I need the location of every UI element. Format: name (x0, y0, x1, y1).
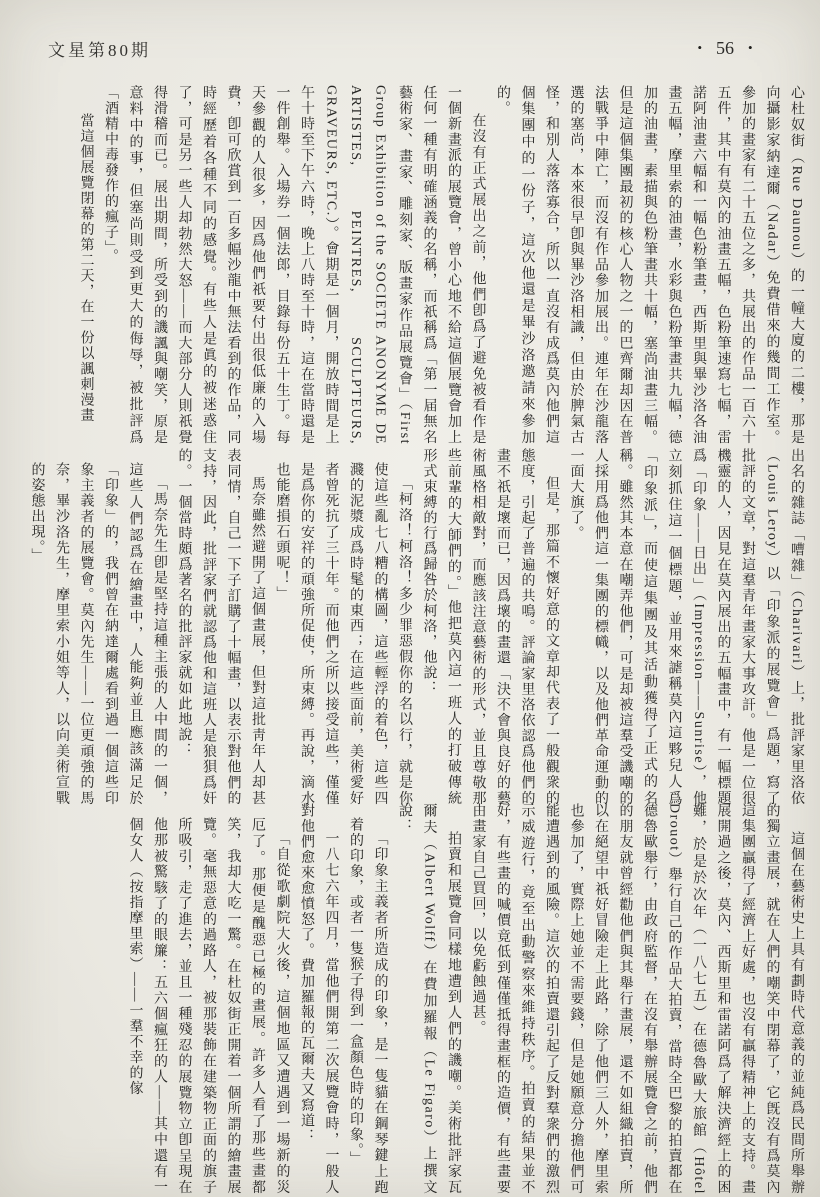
paragraph: 但是，那篇不懷好意的文章却代表了一般觀衆的態度，引起了普遍的共鳴。評論家里洛依認爲他們的畫不祇是壞而已，因爲壞的畫還「決不會與良好的藝術風格相敵對，而應該注意藝術的形式，並且尊敬那些前輩的大師們的。」他把莫內這一班人的打破傳統形式束縛的行爲歸咎於柯洛，他說： (421, 448, 559, 806)
paragraph: 在沒有正式展出之前，他們卽爲了避免被看作是一個新畫派的展覽會，曾小心地不給這個展覽會加上任何一種有明確涵義的名稱，而祇稱爲「第一届無名藝術家、畫家、雕刻家、版畫家作品展覽會」（First Group Exhibition of the SOCIETE ANONYME DE ARTISTES, PEINTRES, SCULPTEURS, GRAVEURS, ETC.）。會期是一個月，開放時間是上午十時至下午六時，晚上八時至十時，這在當時還是一件創舉。入場券一個法郎，目錄每份五十生丁。每天參觀的人很多，因爲他們祇要付出很低廉的入場費，卽可欣賞到一百多幅沙龍中無法看到的作品，同時經歷着各種不同的感覺。有些人是眞的被迷惑住了，可是另一些人却勃然大怒——而大部分人則祇覺得滑稽而已。展出期間，所受到的譏諷與嘲笑，原是意料中的事，但塞尚則受到更大的侮辱，被批評爲「酒精中毒發作的瘋子」。 (103, 85, 486, 445)
paragraph-quote: 「自從歌劇院大火後，這個地區又遭遇到一場新的災厄了。那便是醜惡已極的畫展。許多人看了那些畫都笑，我却大吃一驚。在杜奴街正開着一個所謂的繪畫展覽。毫無惡意的過路人，被那裝飾在建築物正面的旗子所吸引，走了進去，並且一種殘忍的展覽物立卽呈現在他那被驚駭了的眼簾：五六個瘋狂的人——其中還有一個女人（按指摩里索）——一羣不幸的傢 (127, 817, 290, 1195)
paragraph-quote: 「馬奈先生卽是堅持這種主張的人中間的一個，這些人們認爲在繪畫中，人能夠並且應該滿足於「印象」的，我們曾在納達爾處看到過一個這些印象主義者的展覽會。莫內先生——一位更頑強的馬奈，畢沙洛先生，摩里索小姐等人，以向美術宣戰的姿態出現。」 (29, 462, 167, 806)
paragraph-quote: 「柯洛！柯洛！多少罪惡假你的名以行，就是你使這些亂七八糟的構圖，這些輕浮的着色，這些四濺的泥漿成爲時髦的東西；在這些面前，美術愛好者曾死抗了三十年。而他們之所以接受這些，僅僅是爲你的安祥的頑強所促使，所束縛。再說，滴水也能磨損石頭呢！」 (274, 462, 412, 806)
page-number-bullet-right: • (748, 40, 753, 55)
paragraph: 一八七六年四月，當他們開第二次展覽會時，一般人對他們愈來愈憤怒了。費加羅報的瓦爾夫又寫道： (299, 803, 339, 1195)
journal-title: 文星第80期 (48, 41, 151, 60)
page-number-value: 56 (716, 38, 734, 58)
paragraph: 馬奈雖然避開了這個畫展，但對這批靑年人却甚表同情，自己一下子訂購了十幅畫，以表示對他們的支持，因此，批評家們就認爲他和這班人是狼狽爲奸的。一個當時頗爲著名的批評家就如此地說： (176, 448, 265, 806)
paragraph: 拍賣和展覽會同樣地遭到人們的譏嘲。美術批評家瓦爾夫（Albert Wolff）在費加羅報（Le Figaro）上撰文說： (397, 803, 461, 1195)
paragraph: 出名的雜誌「嘈雜」（Charivari）上，批評家里洛依（Louis Leroy）以「印象派的展覽會」爲題，寫了批評的文章，對這羣青年畫家大事攻訐。他是一位很機靈的人，因見在莫內展出的五幅畫中，有一幅標題爲「印象——日出」（Impression——Sunrise），他立刻抓住這一個標題，並用來謔稱莫內這夥兒人爲「印象派」，而使這集團及其活動獲得了正式的名稱。雖然其本意在嘲弄他們，可是却被這羣受譏嘲的人採用爲他們這一集團的標幟，以及他們革命運動的一面大旗了。 (568, 448, 804, 806)
paragraph: 這個在藝術史上具有劃時代意義的並純爲民間所舉辦的獨立畫展，就在人們的嘲笑中閉幕了，它旣沒有爲莫內這集團贏得了經濟上好處，也沒有贏得精神上的支持。畫展開過之後，莫內、西斯里和雷諾阿爲了解決濟經上的困難，於是於次年（一八七五）在德魯歐大旅館（Hôtel Drouot）舉行自己的作品大拍賣，當時全巴黎的拍賣都在德魯歐舉行，由政府監督，在沒有舉辦展覽會之前，他們的朋友就曾經勸他們與其舉行畫展，還不如組織拍賣，所以在絕望中祇好冒險走上此路，除了他們三人外，摩里索也參加了，實際上她並不需要錢，但是她願意分擔他們可能遭遇到的風險。這次的拍賣還引起了反對羣衆們的激烈示威遊行，竟至出動警察來維持秩序。拍賣的結果並不好，有些畫的喊價竟低到僅僅抵得畫框的造價，有些畫要由畫家自己買回，以免虧蝕過甚。 (470, 803, 804, 1195)
article-section-middle (29, 448, 808, 806)
page-number-bullet-left: • (697, 40, 702, 55)
article-section-top (40, 85, 808, 445)
paragraph: 當這個展覽閉幕的第二天，在一份以諷刺漫畫 (78, 113, 94, 423)
article-section-bottom (40, 803, 808, 1195)
page-number (630, 38, 820, 59)
paragraph: 心杜奴街（Rue Daunou）的一幢大廈的二樓，那是向攝影家納達爾（Nadar）免費借來的幾間工作室。參加的畫家有二十五位之多，共展出的作品一百六十五件，其中有莫內的油畫五幅，色粉筆速寫七幅，雷諾阿油畫六幅和一幅色粉筆畫，西斯里與畢沙洛各油畫五幅，摩里索的油畫，水彩與色粉筆畫共九幅，德加的油畫，素描與色粉筆畫共十幅，塞尚油畫三幅。但是這個集團最初的核心人物之一的巴齊爾却因在普法戰爭中陣亡，而沒有作品參加展出。連年在沙龍落選的塞尚，本來很早卽與畢沙洛相識，但由於脾氣古怪，和別人落落寡合，所以一直沒有成爲莫內他們這個集團中的一份子，這次他還是畢沙洛邀請來參加的。 (495, 85, 804, 445)
paragraph-quote: 「印象主義者所造成的印象，是一隻貓在鋼琴鍵上跑着的印象，或者一隻猴子得到一盒顏色時的印象。」 (348, 817, 388, 1195)
